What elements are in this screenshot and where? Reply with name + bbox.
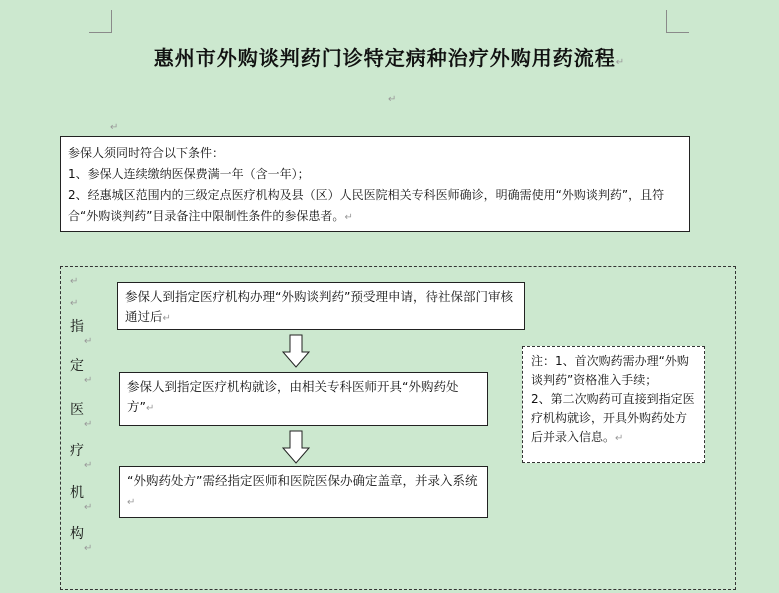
paragraph-mark: ↵	[615, 433, 624, 444]
flow-step-3-text: “外购药处方”需经指定医师和医院医保办确定盖章，并录入系统	[127, 473, 478, 488]
paragraph-mark: ↵	[388, 94, 397, 105]
paragraph-mark: ↵	[344, 212, 353, 223]
paragraph-mark: ↵	[70, 298, 79, 309]
paragraph-mark: ↵	[70, 276, 79, 287]
note-line-1: 注：1、首次购药需办理“外购谈判药”资格准入手续；	[531, 354, 689, 387]
note-line-2: 2、第二次购药可直接到指定医疗机构就诊，开具外购药处方后并录入信息。	[531, 392, 695, 444]
paragraph-mark: ↵	[84, 375, 93, 386]
paragraph-mark: ↵	[162, 313, 171, 324]
paragraph-mark: ↵	[615, 57, 626, 68]
flow-step-1	[117, 282, 525, 330]
title-text: 惠州市外购谈判药门诊特定病种治疗外购用药流程	[153, 46, 616, 70]
paragraph-mark: ↵	[84, 460, 93, 471]
side-label-char: 医	[70, 402, 84, 418]
paragraph-mark: ↵	[127, 497, 136, 508]
side-label-char: 机	[70, 485, 84, 501]
side-label-char: 指	[70, 319, 84, 335]
side-label-char: 定	[70, 358, 84, 374]
page-corner-mark-top-right	[666, 10, 689, 33]
down-arrow-icon	[282, 334, 310, 368]
flow-step-2-text: 参保人到指定医疗机构就诊，由相关专科医师开具“外购药处方”	[127, 379, 459, 414]
page-corner-mark-top-left	[89, 10, 112, 33]
paragraph-mark: ↵	[84, 419, 93, 430]
document-title	[0, 42, 779, 71]
condition-item-1: 1、参保人连续缴纳医保费满一年（含一年）；	[68, 167, 310, 181]
paragraph-mark: ↵	[84, 543, 93, 554]
flow-step-1-text: 参保人到指定医疗机构办理“外购谈判药”预受理申请，待社保部门审核通过后	[125, 289, 513, 324]
paragraph-mark: ↵	[110, 122, 119, 133]
note-box	[522, 346, 705, 463]
conditions-intro: 参保人须同时符合以下条件：	[68, 146, 225, 160]
conditions-box	[60, 136, 690, 232]
flow-step-3	[119, 466, 488, 518]
side-label-char: 构	[70, 526, 84, 542]
paragraph-mark: ↵	[145, 403, 155, 414]
paragraph-mark: ↵	[84, 336, 93, 347]
paragraph-mark: ↵	[84, 502, 93, 513]
flow-step-2	[119, 372, 488, 426]
side-label-char: 疗	[70, 443, 84, 459]
condition-item-2: 2、经惠城区范围内的三级定点医疗机构及县（区）人民医院相关专科医师确诊，明确需使用“外购谈判药”，且符合“外购谈判药”目录备注中限制性条件的参保患者。	[68, 188, 665, 223]
down-arrow-icon	[282, 430, 310, 464]
